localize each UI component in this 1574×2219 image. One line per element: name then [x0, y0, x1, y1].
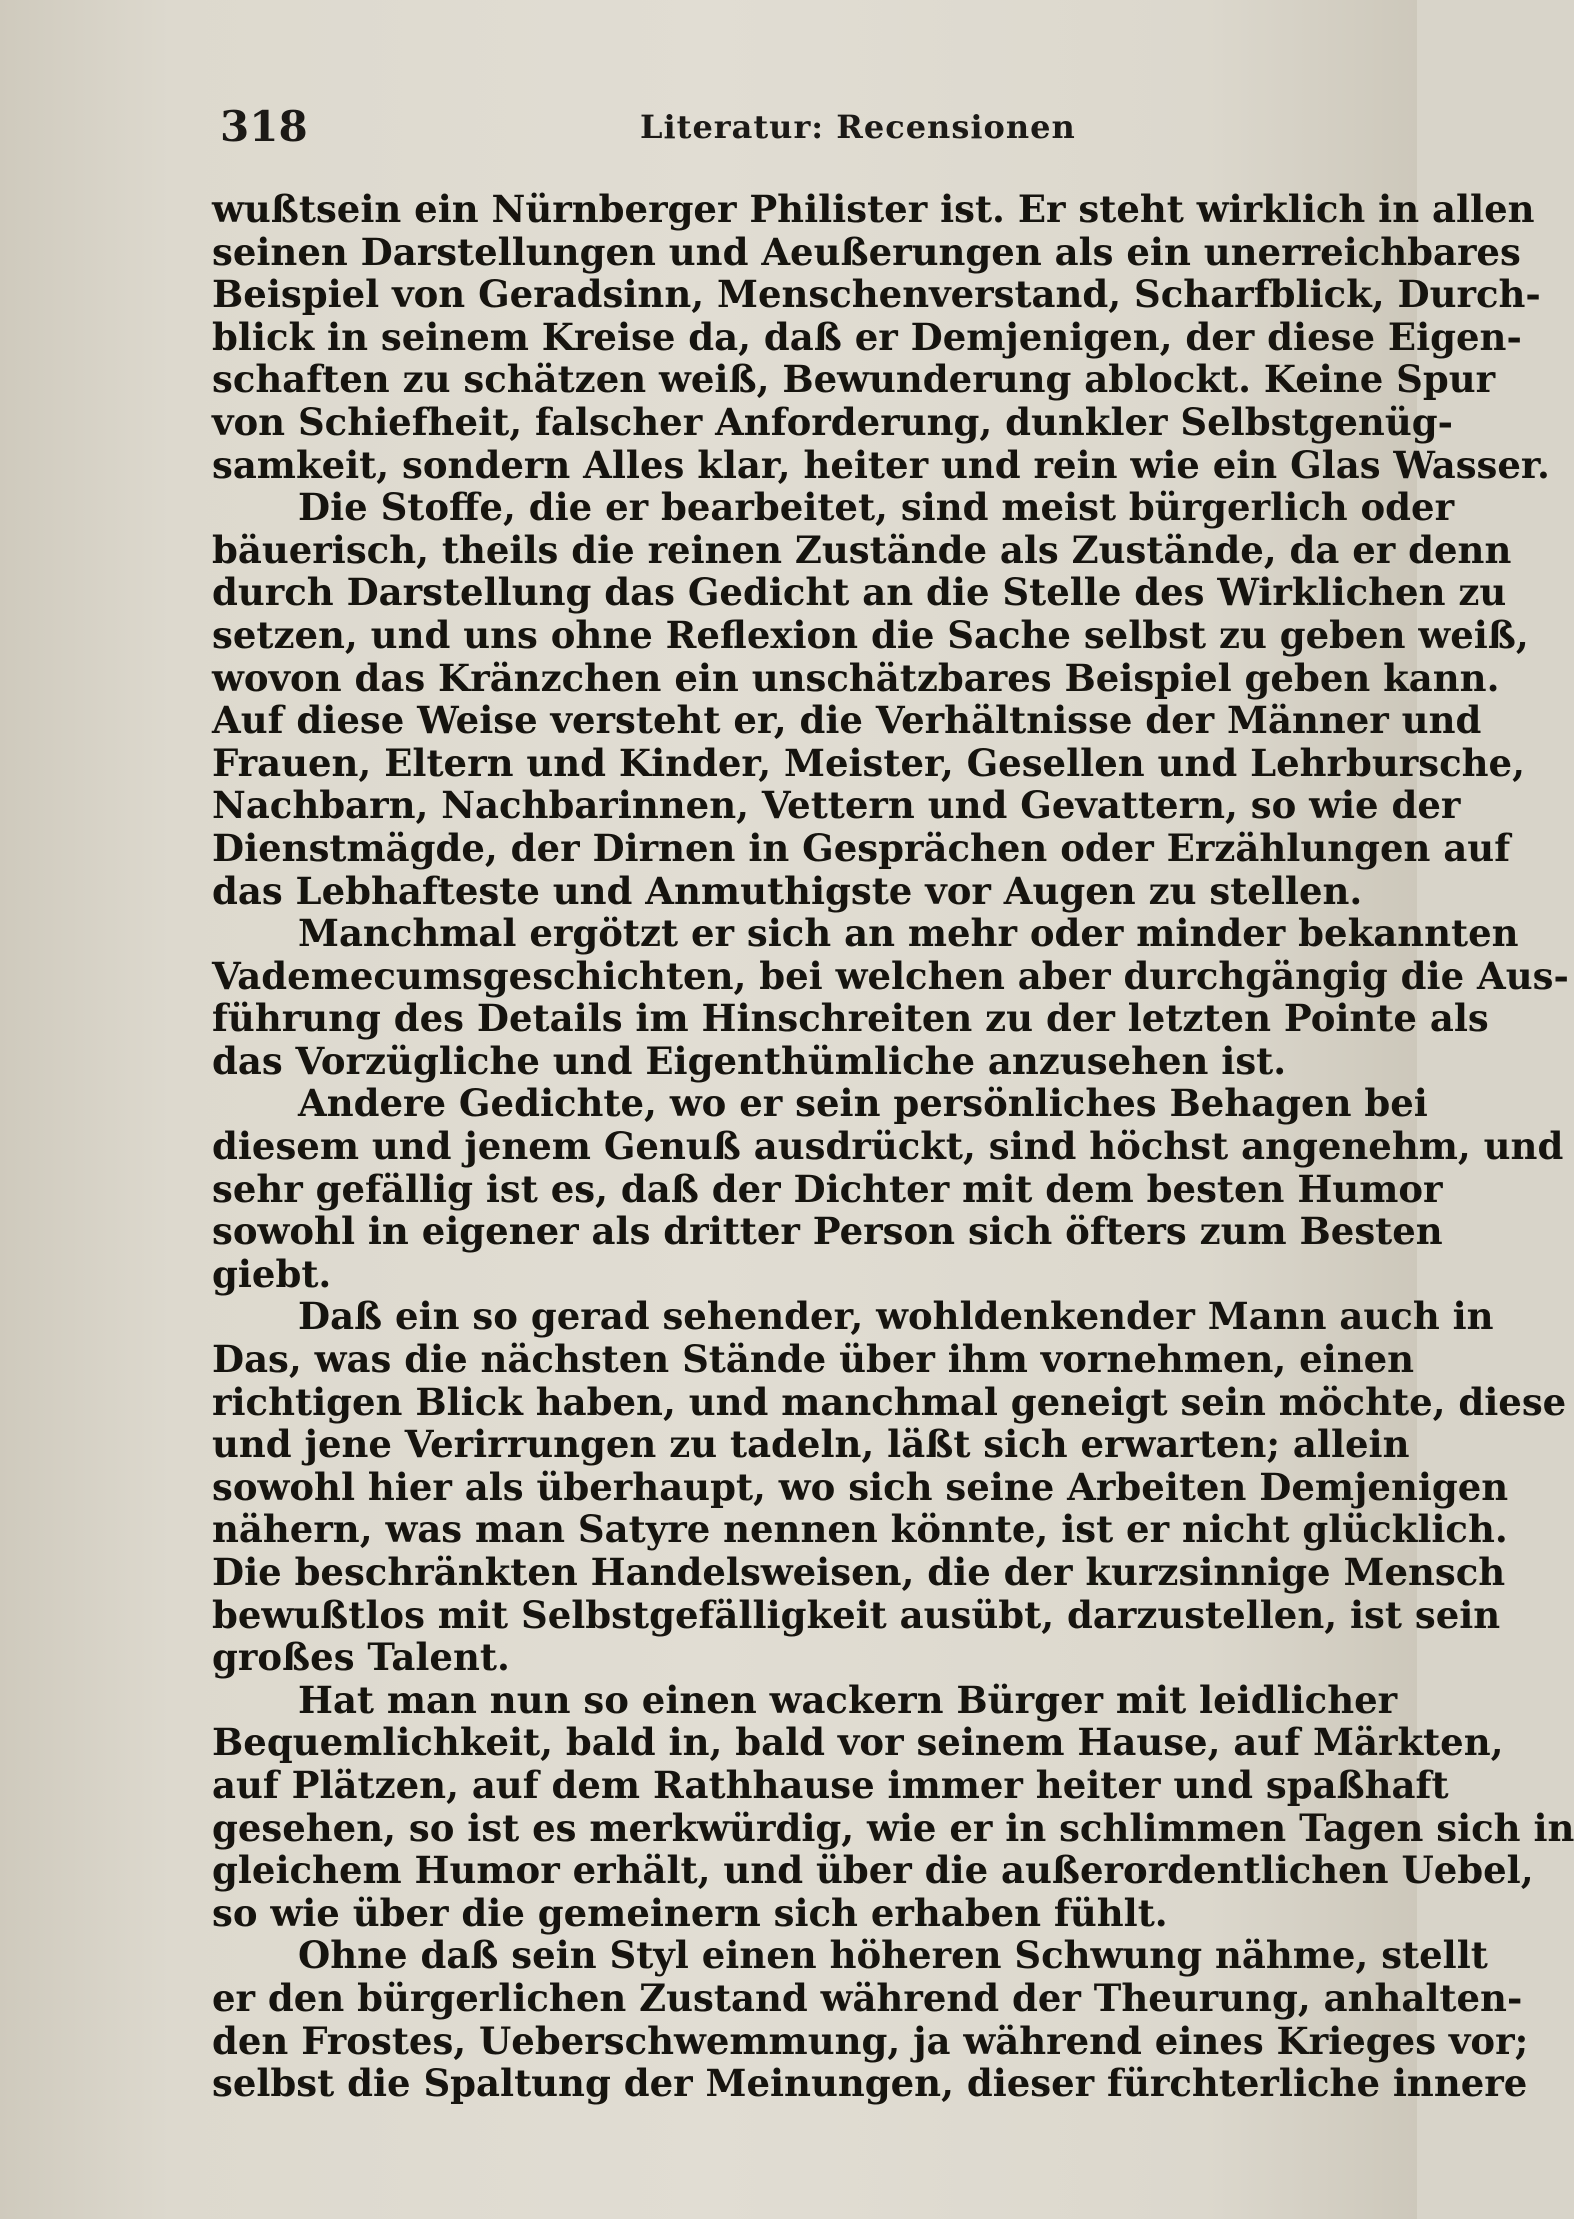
text-line: Das, was die nächsten Stände über ihm vornehmen, einen	[212, 1337, 1415, 1382]
text-line: Die beschränkten Handelsweisen, die der kurzsinnige Mensch	[212, 1550, 1506, 1594]
text-line: nähern, was man Satyre nennen könnte, ist er nicht glücklich.	[212, 1507, 1508, 1552]
text-line: das Vorzügliche und Eigenthümliche anzusehen ist.	[212, 1038, 1287, 1083]
text-line: seinen Darstellungen und Aeußerungen als ein unerreichbares	[212, 229, 1521, 274]
paragraph	[212, 1677, 1574, 1935]
text-line: so wie über die gemeinern sich erhaben fühlt.	[212, 1890, 1168, 1935]
text-line: er den bürgerlichen Zustand während der Theurung, anhalten-	[212, 1975, 1523, 2020]
paragraph	[212, 485, 1529, 913]
text-line: den Frostes, Ueberschwemmung, ja während eines Krieges vor;	[212, 2018, 1529, 2063]
text-line: Bequemlichkeit, bald in, bald vor seinem Hause, auf Märkten,	[212, 1720, 1504, 1765]
text-line: blick in seinem Kreise da, daß er Demjenigen, der diese Eigen-	[212, 314, 1522, 359]
text-line: setzen, und uns ohne Reflexion die Sache selbst zu geben weiß,	[212, 612, 1529, 657]
running-title: Literatur: Recensionen	[640, 108, 1076, 146]
paragraph	[212, 1294, 1567, 1680]
text-line: Andere Gedichte, wo er sein persönliches Behagen bei	[298, 1081, 1428, 1126]
text-line: wußtsein ein Nürnberger Philister ist. Er steht wirklich in allen	[212, 187, 1535, 231]
text-line: Hat man nun so einen wackern Bürger mit leidlicher	[298, 1677, 1398, 1722]
text-line: auf Plätzen, auf dem Rathhause immer heiter und spaßhaft	[212, 1762, 1449, 1807]
text-line: großes Talent.	[212, 1635, 510, 1680]
text-line: Daß ein so gerad sehender, wohldenkender Mann auch in	[298, 1294, 1494, 1339]
paragraph	[212, 187, 1550, 487]
text-line: Nachbarn, Nachbarinnen, Vettern und Gevattern, so wie der	[212, 783, 1461, 828]
text-line: sowohl in eigener als dritter Person sich öfters zum Besten	[212, 1209, 1443, 1254]
paragraph	[212, 1081, 1564, 1296]
text-line: Frauen, Eltern und Kinder, Meister, Gesellen und Lehrbursche,	[212, 740, 1525, 785]
text-line: Dienstmägde, der Dirnen in Gesprächen oder Erzählungen auf	[212, 825, 1511, 870]
text-line: sowohl hier als überhaupt, wo sich seine Arbeiten Demjenigen	[212, 1464, 1509, 1509]
text-line: selbst die Spaltung der Meinungen, dieser fürchterliche innere	[212, 2061, 1528, 2106]
text-line: samkeit, sondern Alles klar, heiter und rein wie ein Glas Wasser.	[212, 442, 1550, 487]
paragraph	[212, 1933, 1529, 2106]
body-text	[212, 187, 1574, 2106]
text-line: schaften zu schätzen weiß, Bewunderung ablockt. Keine Spur	[212, 357, 1496, 402]
text-line: Ohne daß sein Styl einen höheren Schwung nähme, stellt	[298, 1933, 1488, 1978]
text-line: giebt.	[212, 1251, 332, 1296]
text-line: Die Stoffe, die er bearbeitet, sind meist bürgerlich oder	[298, 485, 1455, 530]
text-line: Manchmal ergötzt er sich an mehr oder minder bekannten	[298, 911, 1519, 956]
text-line: Auf diese Weise versteht er, die Verhältnisse der Männer und	[212, 698, 1482, 743]
text-line: bäuerisch, theils die reinen Zustände als Zustände, da er denn	[212, 527, 1512, 572]
text-line: wovon das Kränzchen ein unschätzbares Beispiel geben kann.	[212, 655, 1500, 700]
running-head	[220, 102, 1370, 152]
text-line: diesem und jenem Genuß ausdrückt, sind höchst angenehm, und	[212, 1124, 1564, 1169]
page-number: 318	[220, 102, 308, 151]
text-line: von Schiefheit, falscher Anforderung, dunkler Selbstgenüg-	[212, 399, 1453, 444]
text-line: gesehen, so ist es merkwürdig, wie er in schlimmen Tagen sich in	[212, 1805, 1574, 1850]
text-line: richtigen Blick haben, und manchmal geneigt sein möchte, diese	[212, 1379, 1567, 1424]
text-line: bewußtlos mit Selbstgefälligkeit ausübt, darzustellen, ist sein	[212, 1592, 1501, 1637]
text-line: Beispiel von Geradsinn, Menschenverstand, Scharfblick, Durch-	[212, 272, 1541, 317]
text-line: durch Darstellung das Gedicht an die Stelle des Wirklichen zu	[212, 570, 1507, 615]
text-line: Vademecumsgeschichten, bei welchen aber durchgängig die Aus-	[212, 953, 1569, 998]
text-line: und jene Verirrungen zu tadeln, läßt sich erwarten; allein	[212, 1422, 1410, 1467]
text-line: sehr gefällig ist es, daß der Dichter mit dem besten Humor	[212, 1166, 1443, 1211]
text-line: führung des Details im Hinschreiten zu der letzten Pointe als	[212, 996, 1489, 1041]
text-line: gleichem Humor erhält, und über die außerordentlichen Uebel,	[212, 1848, 1534, 1893]
paragraph	[212, 911, 1569, 1083]
text-line: das Lebhafteste und Anmuthigste vor Augen zu stellen.	[212, 868, 1363, 913]
